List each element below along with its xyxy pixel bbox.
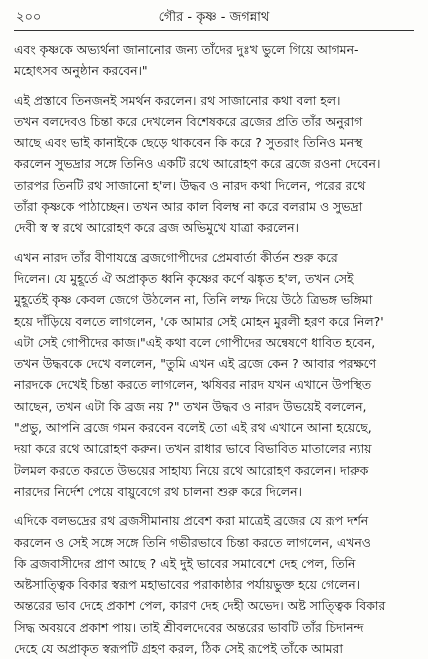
text-line: টলমল করতে করতে উভয়ের সাহায্য নিয়ে রথে আরোহণ করলেন। দারুক xyxy=(14,462,369,478)
text-line: নারদের নির্দেশ পেয়ে বায়ুবেগে রথ চালনা শুরু করে দিলেন। xyxy=(14,483,302,499)
text-line: এবং কৃষ্ণকে অভ্যর্থনা জানানোর জন্য তাঁদের দুঃখ ভুলে গিয়ে আগমন- xyxy=(14,42,359,57)
text-line: দয়া করে রথে আরোহণ করুন। তখন রাধার ভাবে বিভাবিত মাতালের ন্যায় xyxy=(14,441,372,457)
text-line: তখন উদ্ধবকে দেখে বললেন, "তুমি এখন এই ব্রজে কেন ? আবার পরক্ষণে xyxy=(14,356,377,372)
text-line: দিলেন। যে মুহূর্তে ঐ অপ্রাকৃত ধ্বনি কৃষ্ণের কর্ণে ঝঙ্কৃত হ'ল, তখন সেই xyxy=(14,270,354,286)
text-line: আছে এবং ভাই কানাইকে ছেড়ে থাকবেন কি করে ? সুতরাং তিনিও মনস্থ xyxy=(14,135,363,151)
page-number: ২০০ xyxy=(16,10,42,25)
text-line: আছেন, তখন এটা কি ব্রজ নয় ?" তখন উদ্ধব ও নারদ উভয়েই বললেন, xyxy=(14,398,367,414)
text-line: এদিকে বলভদ্রের রথ ব্রজসীমানায় প্রবেশ করা মাত্রেই ব্রজের যে রূপ দর্শন xyxy=(14,513,369,529)
text-line: মহোৎসব অনুষ্ঠান করবেন।" xyxy=(14,63,148,79)
text-line: এই প্রস্তাবে তিনজনই সমর্থন করলেন। রথ সাজানোর কথা বলা হল। xyxy=(14,92,341,108)
text-line: এটা সেই গোপীদের কাজ।"এই কথা বলে গোপীদের অন্বেষণে ধাবিত হবেন, xyxy=(14,334,376,350)
text-line: অষ্টসাত্ত্বিক বিকার স্বরূপ মহাভাবের পরাকাষ্ঠার পর্যায়ভুক্ত হয়ে গেলেন। xyxy=(14,577,361,593)
page-header xyxy=(14,6,414,31)
paragraph-4 xyxy=(14,510,414,659)
text-line: "প্রভু, আপনি ব্রজে গমন করবেন বলেই তো এই রথ এখানে আনা হয়েছে, xyxy=(14,420,372,436)
text-line: তখন বলদেবও চিন্তা করে দেখলেন বিশেষকরে ব্রজের প্রতি তাঁর অনুরাগ xyxy=(14,113,363,129)
text-line: তাঁরা কৃষ্ণকে পাঠাচ্ছেন। তখন আর কাল বিলম্ব না করে বলরাম ও সুভদ্রা xyxy=(14,199,363,215)
text-line: নারদকে দেখেই চিন্তা করতে লাগলেন, ঋষিবর নারদ যখন এখানে উপস্থিত xyxy=(14,377,372,393)
text-line: করলেন সুভদ্রার সঙ্গে তিনিও একটি রথে আরোহণ করে ব্রজে রওনা দেবেন। xyxy=(14,156,381,172)
text-line: দেবী স্ব স্ব রথে আরোহণ করে ব্রজ অভিমুখে যাত্রা করলেন। xyxy=(14,220,299,236)
text-line: কি ব্রজবাসীদের প্রাণ আছে ? এই দুই ভাবের সমাবেশে দেহ পেল, তিনি xyxy=(14,555,356,571)
text-line: তারপর তিনটি রথ সাজানো হ'ল। উদ্ধব ও নারদ কথা দিলেন, পরের রথে xyxy=(14,177,366,193)
paragraph-2 xyxy=(14,90,414,239)
text-line: এখন নারদ তাঁর বীণাযন্ত্রে ব্রজগোপীদের প্রেমবার্তা কীর্তন শুরু করে xyxy=(14,249,338,265)
text-line: অন্তরের ভাব দেহে প্রকাশ পেল, কারণ দেহ দেহী অভেদ। অষ্ট সাত্ত্বিক বিকার xyxy=(14,598,386,614)
text-line: হয়ে দাঁড়িয়ে বলতে লাগলেন, 'কে আমার সেই মোহন মুরলী হরণ করে নিল?' xyxy=(14,313,384,329)
text-line: করলেন ও সেই সঙ্গে সঙ্গে তিনি গভীরভাবে চিন্তা করতে লাগলেন, এখনও xyxy=(14,534,371,550)
text-line: মুহূর্তেই কৃষ্ণ কেবল জেগে উঠলেন না, তিনি লম্ফ দিয়ে উঠে ত্রিভঙ্গ ভঙ্গিমা xyxy=(14,292,373,308)
text-line: দেহে যে অপ্রাকৃত স্বরূপটি গ্রহণ করল, ঠিক সেই রূপেই তাঁকে আমরা xyxy=(14,641,343,657)
text-line: সিদ্ধ অবয়বে প্রকাশ পায়। তাই শ্রীবলদেবের অন্তরের ভাবটি তাঁর চিদানন্দ xyxy=(14,619,364,635)
paragraph-1 xyxy=(14,39,414,82)
paragraph-3 xyxy=(14,247,414,503)
running-title: গৌর - কৃষ্ণ - জগন্নাথ xyxy=(158,10,270,25)
